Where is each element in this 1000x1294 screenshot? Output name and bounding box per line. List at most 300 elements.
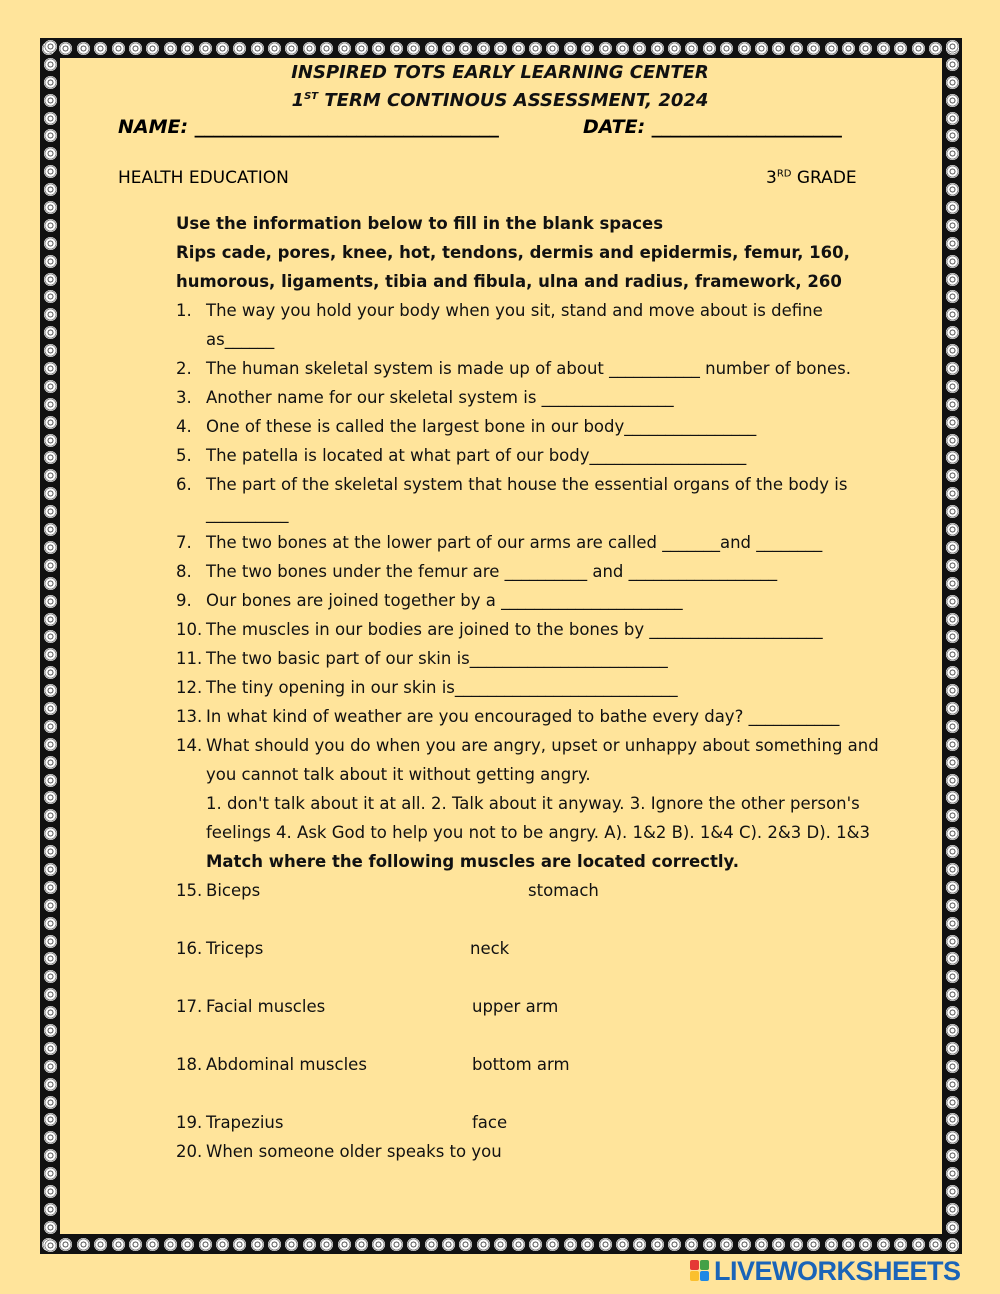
question-13[interactable] <box>176 705 896 734</box>
border-dot <box>946 720 959 733</box>
border-dot <box>755 42 768 55</box>
assessment-title: 1ST TERM CONTINOUS ASSESSMENT, 2024 <box>291 90 709 111</box>
border-dot <box>112 42 125 55</box>
question-text: One of these is called the largest bone in our body________________ <box>206 417 757 436</box>
border-dot <box>946 952 959 965</box>
border-dot <box>912 1238 925 1251</box>
border-dot <box>616 42 629 55</box>
border-dot <box>946 577 959 590</box>
border-dot <box>859 1238 872 1251</box>
border-dot <box>946 899 959 912</box>
border-dot <box>546 42 559 55</box>
border-dot <box>946 308 959 321</box>
border-dot <box>494 1238 507 1251</box>
border-dot <box>216 1238 229 1251</box>
border-dot <box>44 666 57 679</box>
muscle-name: Trapezius <box>206 1113 284 1132</box>
instructions-heading: Use the information below to fill in the blank spaces <box>176 214 664 233</box>
question-number: 14. <box>176 736 203 755</box>
question-12[interactable] <box>176 676 896 705</box>
border-dot <box>842 42 855 55</box>
question-20[interactable] <box>176 1140 896 1169</box>
border-dot <box>44 362 57 375</box>
border-dot <box>929 42 942 55</box>
border-dot <box>946 416 959 429</box>
border-dot <box>164 1238 177 1251</box>
border-dot <box>44 1024 57 1037</box>
border-dot <box>546 1238 559 1251</box>
border-dot <box>44 935 57 948</box>
border-dot <box>946 183 959 196</box>
border-dot <box>44 434 57 447</box>
border-dot <box>946 434 959 447</box>
border-dot <box>651 42 664 55</box>
border-dot <box>303 42 316 55</box>
border-dot <box>946 380 959 393</box>
q14-options-2: feelings 4. Ask God to help you not to be angry. A). 1&2 B). 1&4 C). 2&3 D). 1&3 <box>206 823 871 842</box>
question-text: When someone older speaks to you <box>206 1142 502 1161</box>
border-dot <box>233 1238 246 1251</box>
border-dot <box>946 1060 959 1073</box>
border-dot <box>268 42 281 55</box>
grade-label: 3RD GRADE <box>766 168 857 188</box>
muscle-name: Abdominal muscles <box>206 1055 367 1074</box>
question-number: 17. <box>176 997 203 1016</box>
name-date-row <box>118 116 878 138</box>
border-dot <box>946 845 959 858</box>
question-text: The human skeletal system is made up of about ___________ number of bones. <box>206 359 851 378</box>
border-dot <box>112 1238 125 1251</box>
border-dot <box>44 791 57 804</box>
question-number: 1. <box>176 301 192 320</box>
border-dot <box>946 559 959 572</box>
border-dot <box>946 648 959 661</box>
question-5[interactable] <box>176 444 896 473</box>
border-dot <box>946 774 959 787</box>
border-dot <box>772 1238 785 1251</box>
border-dot <box>44 219 57 232</box>
border-dot <box>44 416 57 429</box>
border-dot <box>946 827 959 840</box>
border-dot <box>233 42 246 55</box>
location-option[interactable]: neck <box>470 939 510 958</box>
border-dot <box>44 505 57 518</box>
border-dot <box>44 863 57 876</box>
border-dot <box>338 1238 351 1251</box>
question-3[interactable] <box>176 386 896 415</box>
border-dot <box>720 1238 733 1251</box>
border-dot <box>946 1239 959 1252</box>
match-item-19[interactable] <box>176 1111 896 1140</box>
border-dot <box>946 505 959 518</box>
border-dot <box>946 1096 959 1109</box>
border-dot <box>164 42 177 55</box>
border-dot <box>44 541 57 554</box>
border-dot <box>44 738 57 751</box>
logo-icon <box>690 1260 710 1282</box>
border-dot <box>894 1238 907 1251</box>
question-10[interactable] <box>176 618 896 647</box>
border-dot <box>703 1238 716 1251</box>
border-dot <box>442 1238 455 1251</box>
border-dot <box>946 1006 959 1019</box>
location-option[interactable]: bottom arm <box>472 1055 570 1074</box>
border-dot <box>946 613 959 626</box>
word-bank-line-1: Rips cade, pores, knee, hot, tendons, dermis and epidermis, femur, 160, <box>176 243 850 262</box>
question-text: The two basic part of our skin is________________________ <box>206 649 668 668</box>
border-dot <box>599 42 612 55</box>
border-dot <box>859 42 872 55</box>
border-dot <box>44 613 57 626</box>
border-dot <box>268 1238 281 1251</box>
border-dot <box>146 1238 159 1251</box>
border-dot <box>44 988 57 1001</box>
border-dot <box>529 42 542 55</box>
border-dot <box>946 809 959 822</box>
border-dot <box>44 720 57 733</box>
question-number: 7. <box>176 533 192 552</box>
border-dot <box>44 774 57 787</box>
border-dot <box>494 42 507 55</box>
border-dot <box>946 451 959 464</box>
question-number: 19. <box>176 1113 203 1132</box>
border-dot <box>738 1238 751 1251</box>
border-dot <box>199 42 212 55</box>
border-dot <box>44 147 57 160</box>
border-dot <box>94 1238 107 1251</box>
border-dot <box>59 42 72 55</box>
border-dot <box>842 1238 855 1251</box>
border-dot <box>946 165 959 178</box>
border-dot <box>44 899 57 912</box>
border-dot <box>320 42 333 55</box>
border-dot <box>338 42 351 55</box>
question-text: What should you do when you are angry, upset or unhappy about something and <box>206 736 879 755</box>
border-dot <box>946 219 959 232</box>
question-8[interactable] <box>176 560 896 589</box>
border-dot <box>946 326 959 339</box>
border-dot <box>44 1042 57 1055</box>
question-4[interactable] <box>176 415 896 444</box>
border-dot <box>685 42 698 55</box>
question-number: 20. <box>176 1142 203 1161</box>
border-dot <box>946 666 959 679</box>
border-dot <box>946 917 959 930</box>
muscle-name: Biceps <box>206 881 261 900</box>
border-dot <box>946 1042 959 1055</box>
border-dot <box>946 147 959 160</box>
border-dot <box>44 451 57 464</box>
border-dot <box>599 1238 612 1251</box>
border-dot <box>912 42 925 55</box>
border-dot <box>651 1238 664 1251</box>
border-dot <box>44 487 57 500</box>
border-dot <box>564 1238 577 1251</box>
border-dot <box>44 1149 57 1162</box>
location-option[interactable]: stomach <box>528 881 599 900</box>
border-dot <box>303 1238 316 1251</box>
border-dot <box>44 827 57 840</box>
border-dot <box>181 42 194 55</box>
border-dot <box>946 988 959 1001</box>
border-dot <box>755 1238 768 1251</box>
border-dot <box>946 791 959 804</box>
border-dot <box>946 469 959 482</box>
border-dot <box>790 42 803 55</box>
match-heading: Match where the following muscles are located correctly. <box>206 852 740 871</box>
border-dot <box>946 1149 959 1162</box>
border-dot <box>946 970 959 983</box>
border-dot <box>407 1238 420 1251</box>
question-continuation: __________ <box>206 504 289 523</box>
border-dot <box>44 380 57 393</box>
border-dot <box>512 1238 525 1251</box>
border-dot <box>44 290 57 303</box>
border-dot <box>512 42 525 55</box>
border-dot <box>129 42 142 55</box>
question-number: 4. <box>176 417 192 436</box>
border-dot <box>355 42 368 55</box>
question-number: 2. <box>176 359 192 378</box>
border-dot <box>581 42 594 55</box>
question-number: 5. <box>176 446 192 465</box>
border-dot <box>720 42 733 55</box>
question-number: 13. <box>176 707 203 726</box>
question-text: The part of the skeletal system that house the essential organs of the body is <box>206 475 848 494</box>
border-dot <box>44 1006 57 1019</box>
border-dot <box>459 42 472 55</box>
border-dot <box>946 630 959 643</box>
border-dot <box>946 684 959 697</box>
border-dot <box>668 1238 681 1251</box>
border-dot <box>529 1238 542 1251</box>
question-continuation: you cannot talk about it without getting angry. <box>206 765 591 784</box>
question-text: The two bones under the femur are __________ and __________________ <box>206 562 778 581</box>
border-dot <box>946 756 959 769</box>
muscle-name: Facial muscles <box>206 997 326 1016</box>
border-dot <box>44 1239 57 1252</box>
border-dot <box>946 273 959 286</box>
border-dot <box>877 42 890 55</box>
border-dot <box>946 1113 959 1126</box>
border-dot <box>285 42 298 55</box>
border-dot <box>946 1185 959 1198</box>
border-dot <box>807 1238 820 1251</box>
border-dot <box>181 1238 194 1251</box>
border-dot <box>946 1024 959 1037</box>
border-dot <box>946 40 959 53</box>
question-number: 12. <box>176 678 203 697</box>
border-dot <box>355 1238 368 1251</box>
border-dot <box>703 42 716 55</box>
border-dot <box>44 881 57 894</box>
border-dot <box>44 469 57 482</box>
question-2[interactable] <box>176 357 896 386</box>
question-number: 8. <box>176 562 192 581</box>
border-dot <box>44 702 57 715</box>
border-dot <box>94 42 107 55</box>
location-option[interactable]: face <box>472 1113 508 1132</box>
border-dot <box>44 129 57 142</box>
border-dot <box>790 1238 803 1251</box>
question-6[interactable] <box>176 473 896 502</box>
border-dot <box>44 917 57 930</box>
border-dot <box>825 1238 838 1251</box>
border-dot <box>146 42 159 55</box>
border-dot <box>946 362 959 375</box>
border-dot <box>251 1238 264 1251</box>
border-dot <box>633 1238 646 1251</box>
q14-options-1: 1. don't talk about it at all. 2. Talk about it anyway. 3. Ignore the other person's <box>206 794 860 813</box>
border-dot <box>44 523 57 536</box>
word-bank-line-2: humorous, ligaments, tibia and fibula, ulna and radius, framework, 260 <box>176 272 842 291</box>
border-dot <box>738 42 751 55</box>
question-number: 3. <box>176 388 192 407</box>
border-dot <box>44 1060 57 1073</box>
border-dot <box>44 255 57 268</box>
question-text: The muscles in our bodies are joined to the bones by _____________________ <box>206 620 823 639</box>
muscle-name: Triceps <box>206 939 264 958</box>
question-text: Our bones are joined together by a ______________________ <box>206 591 683 610</box>
border-dot <box>877 1238 890 1251</box>
border-dot <box>44 112 57 125</box>
border-dot <box>77 1238 90 1251</box>
border-dot <box>44 1185 57 1198</box>
border-dot <box>442 42 455 55</box>
border-dot <box>390 1238 403 1251</box>
border-dot <box>44 684 57 697</box>
border-dot <box>946 523 959 536</box>
border-dot <box>946 1078 959 1091</box>
subject-label: HEALTH EDUCATION <box>118 168 289 188</box>
border-dot <box>564 42 577 55</box>
border-dot <box>459 1238 472 1251</box>
question-text: The two bones at the lower part of our arms are called _______and ________ <box>206 533 823 552</box>
border-dot <box>407 42 420 55</box>
border-dot <box>477 42 490 55</box>
border-dot <box>199 1238 212 1251</box>
border-dot <box>946 1167 959 1180</box>
question-9[interactable] <box>176 589 896 618</box>
border-dot <box>44 40 57 53</box>
border-dot <box>946 738 959 751</box>
border-dot <box>946 541 959 554</box>
border-dot <box>946 863 959 876</box>
question-text: The way you hold your body when you sit, stand and move about is define <box>206 301 823 320</box>
border-dot <box>581 1238 594 1251</box>
question-7[interactable] <box>176 531 896 560</box>
border-dot <box>946 881 959 894</box>
border-dot <box>44 809 57 822</box>
border-dot <box>44 1113 57 1126</box>
border-dot <box>44 308 57 321</box>
border-dot <box>44 577 57 590</box>
question-continuation: as______ <box>206 330 275 349</box>
border-dot <box>807 42 820 55</box>
border-dot <box>946 1203 959 1216</box>
question-number: 11. <box>176 649 203 668</box>
border-dot <box>772 42 785 55</box>
match-item-17[interactable] <box>176 995 896 1053</box>
border-dot <box>946 398 959 411</box>
border-dot <box>946 702 959 715</box>
worksheet-content <box>176 212 896 1169</box>
border-dot <box>616 1238 629 1251</box>
border-dot <box>668 42 681 55</box>
name-field[interactable]: NAME: ________________________________ <box>118 116 499 138</box>
border-dot <box>825 42 838 55</box>
border-dot <box>425 1238 438 1251</box>
match-item-18[interactable] <box>176 1053 896 1111</box>
border-dot <box>477 1238 490 1251</box>
question-text: In what kind of weather are you encouraged to bathe every day? ___________ <box>206 707 840 726</box>
location-option[interactable]: upper arm <box>472 997 559 1016</box>
border-dot <box>372 1238 385 1251</box>
border-dot <box>894 42 907 55</box>
liveworksheets-logo <box>690 1256 990 1286</box>
border-dot <box>633 42 646 55</box>
border-dot <box>44 237 57 250</box>
border-dot <box>44 344 57 357</box>
border-dot <box>685 1238 698 1251</box>
border-dot <box>946 1131 959 1144</box>
border-dot <box>44 1131 57 1144</box>
question-number: 15. <box>176 881 203 900</box>
border-dot <box>129 1238 142 1251</box>
border-dot <box>929 1238 942 1251</box>
border-dot <box>946 237 959 250</box>
border-dot <box>77 42 90 55</box>
border-dot <box>946 935 959 948</box>
border-dot <box>44 165 57 178</box>
question-1[interactable] <box>176 299 896 328</box>
border-dot <box>946 344 959 357</box>
question-number: 9. <box>176 591 192 610</box>
border-dot <box>44 845 57 858</box>
question-text: Another name for our skeletal system is ________________ <box>206 388 674 407</box>
border-dot <box>44 595 57 608</box>
question-number: 6. <box>176 475 192 494</box>
border-dot <box>946 129 959 142</box>
question-11[interactable] <box>176 647 896 676</box>
border-dot <box>44 1078 57 1091</box>
border-dot <box>946 487 959 500</box>
border-dot <box>44 756 57 769</box>
border-dot <box>425 42 438 55</box>
match-item-15[interactable] <box>176 879 896 937</box>
border-dot <box>44 201 57 214</box>
border-dot <box>59 1238 72 1251</box>
border-dot <box>372 42 385 55</box>
question-14[interactable] <box>176 734 896 763</box>
border-dot <box>390 42 403 55</box>
question-number: 18. <box>176 1055 203 1074</box>
border-dot <box>44 952 57 965</box>
border-dot <box>44 1203 57 1216</box>
question-text: The patella is located at what part of our body___________________ <box>206 446 747 465</box>
match-item-16[interactable] <box>176 937 896 995</box>
question-number: 16. <box>176 939 203 958</box>
question-text: The tiny opening in our skin is___________________________ <box>206 678 678 697</box>
border-dot <box>946 255 959 268</box>
border-dot <box>251 42 264 55</box>
date-field[interactable]: DATE: ____________________ <box>583 116 842 138</box>
border-dot <box>44 183 57 196</box>
border-dot <box>44 1221 57 1234</box>
question-number: 10. <box>176 620 203 639</box>
border-dot <box>946 201 959 214</box>
border-dot <box>946 290 959 303</box>
